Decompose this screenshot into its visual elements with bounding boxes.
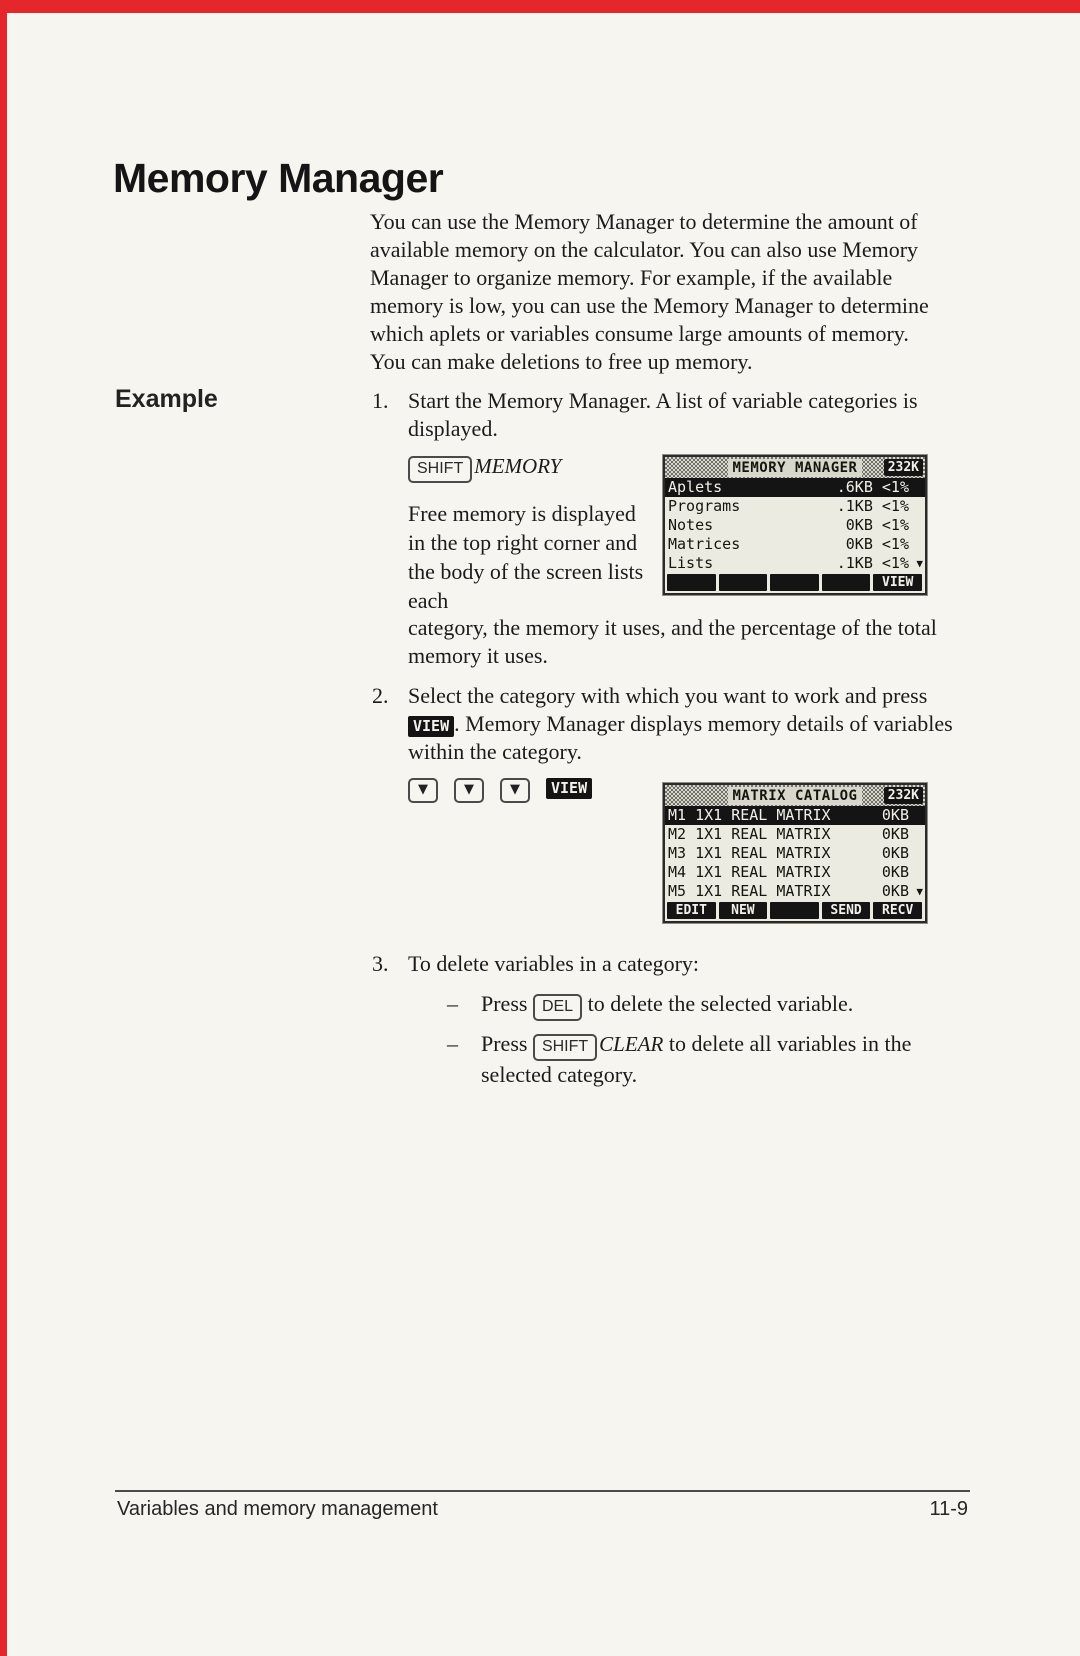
memory-row-aplets: Aplets .6KB <1% (665, 478, 925, 497)
softkey-recv: RECV (873, 902, 922, 919)
clear-command-label: CLEAR (599, 1032, 664, 1056)
calc-screen-2-header (665, 785, 925, 806)
calc-screen-2-softkeys (665, 901, 925, 921)
view-softkey-chip: VIEW (546, 778, 592, 799)
softkey-edit: EDIT (667, 902, 716, 919)
footer-section-title: Variables and memory management (117, 1498, 438, 1520)
softkey-blank (770, 574, 819, 591)
del-key: DEL (533, 994, 582, 1021)
memory-row-programs: Programs .1KB <1% (668, 497, 909, 515)
softkey-blank (719, 574, 768, 591)
step-1 (372, 387, 972, 443)
matrix-row-m2: M2 1X1 REAL MATRIX 0KB (668, 825, 909, 843)
step-2-keys (408, 778, 592, 803)
softkey-new: NEW (719, 902, 768, 919)
down-arrow-key: ▼ (408, 778, 438, 803)
step-1-keys (408, 454, 561, 483)
memory-row-notes: Notes 0KB <1% (668, 516, 909, 534)
step-3-item-1-text: Press DEL to delete the selected variable. (481, 990, 981, 1021)
step-3-number: 3. (372, 951, 389, 976)
free-memory-note-continued: category, the memory it uses, and the percentage of the total memory it uses. (408, 615, 937, 668)
free-memory-indicator: 232K (884, 459, 923, 476)
down-arrow-key: ▼ (454, 778, 484, 803)
scan-edge-left (0, 0, 7, 1656)
calc-screen-2-title: MATRIX CATALOG (728, 787, 861, 805)
softkey-send: SEND (822, 902, 871, 919)
dash: – (447, 1031, 458, 1056)
calc-screen-memory-manager (663, 455, 927, 595)
free-memory-indicator: 232K (884, 787, 923, 804)
down-arrow-key: ▼ (500, 778, 530, 803)
step-2 (372, 682, 977, 766)
shift-key: SHIFT (533, 1034, 597, 1061)
free-memory-note: Free memory is displayed in the top right corner and the body of the screen lists each (408, 501, 644, 613)
scroll-down-icon: ▼ (916, 885, 923, 898)
step-2-number: 2. (372, 683, 389, 708)
footer-rule (115, 1490, 970, 1492)
step-1-number: 1. (372, 388, 389, 413)
matrix-row-m5: M5 1X1 REAL MATRIX 0KB (668, 882, 909, 900)
page-title: Memory Manager (113, 155, 444, 202)
page-number: 11-9 (929, 1498, 968, 1520)
matrix-row-m4: M4 1X1 REAL MATRIX 0KB (668, 863, 909, 881)
scroll-down-icon: ▼ (916, 557, 923, 570)
matrix-row-m1: M1 1X1 REAL MATRIX 0KB (665, 806, 925, 825)
calc-screen-1-title: MEMORY MANAGER (728, 459, 861, 477)
dash: – (447, 991, 458, 1016)
memory-command-label: MEMORY (474, 454, 562, 478)
calc-screen-matrix-catalog (663, 783, 927, 923)
step-1-text: Start the Memory Manager. A list of variable categories is displayed. (408, 388, 918, 441)
calc-screen-1-softkeys (665, 573, 925, 593)
step-3-item-1 (447, 990, 981, 1021)
step-3 (372, 950, 972, 978)
memory-row-matrices: Matrices 0KB <1% (668, 535, 909, 553)
softkey-blank (667, 574, 716, 591)
softkey-blank (770, 902, 819, 919)
memory-row-lists: Lists .1KB <1% (668, 554, 909, 572)
calc-screen-1-header (665, 457, 925, 478)
softkey-blank (822, 574, 871, 591)
step-3-text: To delete variables in a category: (408, 951, 700, 976)
intro-paragraph: You can use the Memory Manager to determine the amount of available memory on the calculator. You can also use Memory Manager to organize memory. For example, if the available memory is low, you can use the Memory Manager to determine which aplets or variables consume large amounts of memory. You can make deletions to free up memory. (370, 209, 929, 374)
softkey-view: VIEW (873, 574, 922, 591)
example-label: Example (115, 385, 218, 413)
view-softkey-chip: VIEW (408, 716, 454, 737)
matrix-row-m3: M3 1X1 REAL MATRIX 0KB (668, 844, 909, 862)
step-3-item-2-text: Press SHIFT CLEAR to delete all variables in the selected category. (481, 1031, 912, 1087)
step-3-item-2 (447, 1030, 956, 1089)
step-2-text: Select the category with which you want to work and press VIEW . Memory Manager displays memory details of variables within the category. (408, 683, 953, 764)
scan-edge-top (0, 0, 1080, 13)
shift-key: SHIFT (408, 456, 472, 483)
